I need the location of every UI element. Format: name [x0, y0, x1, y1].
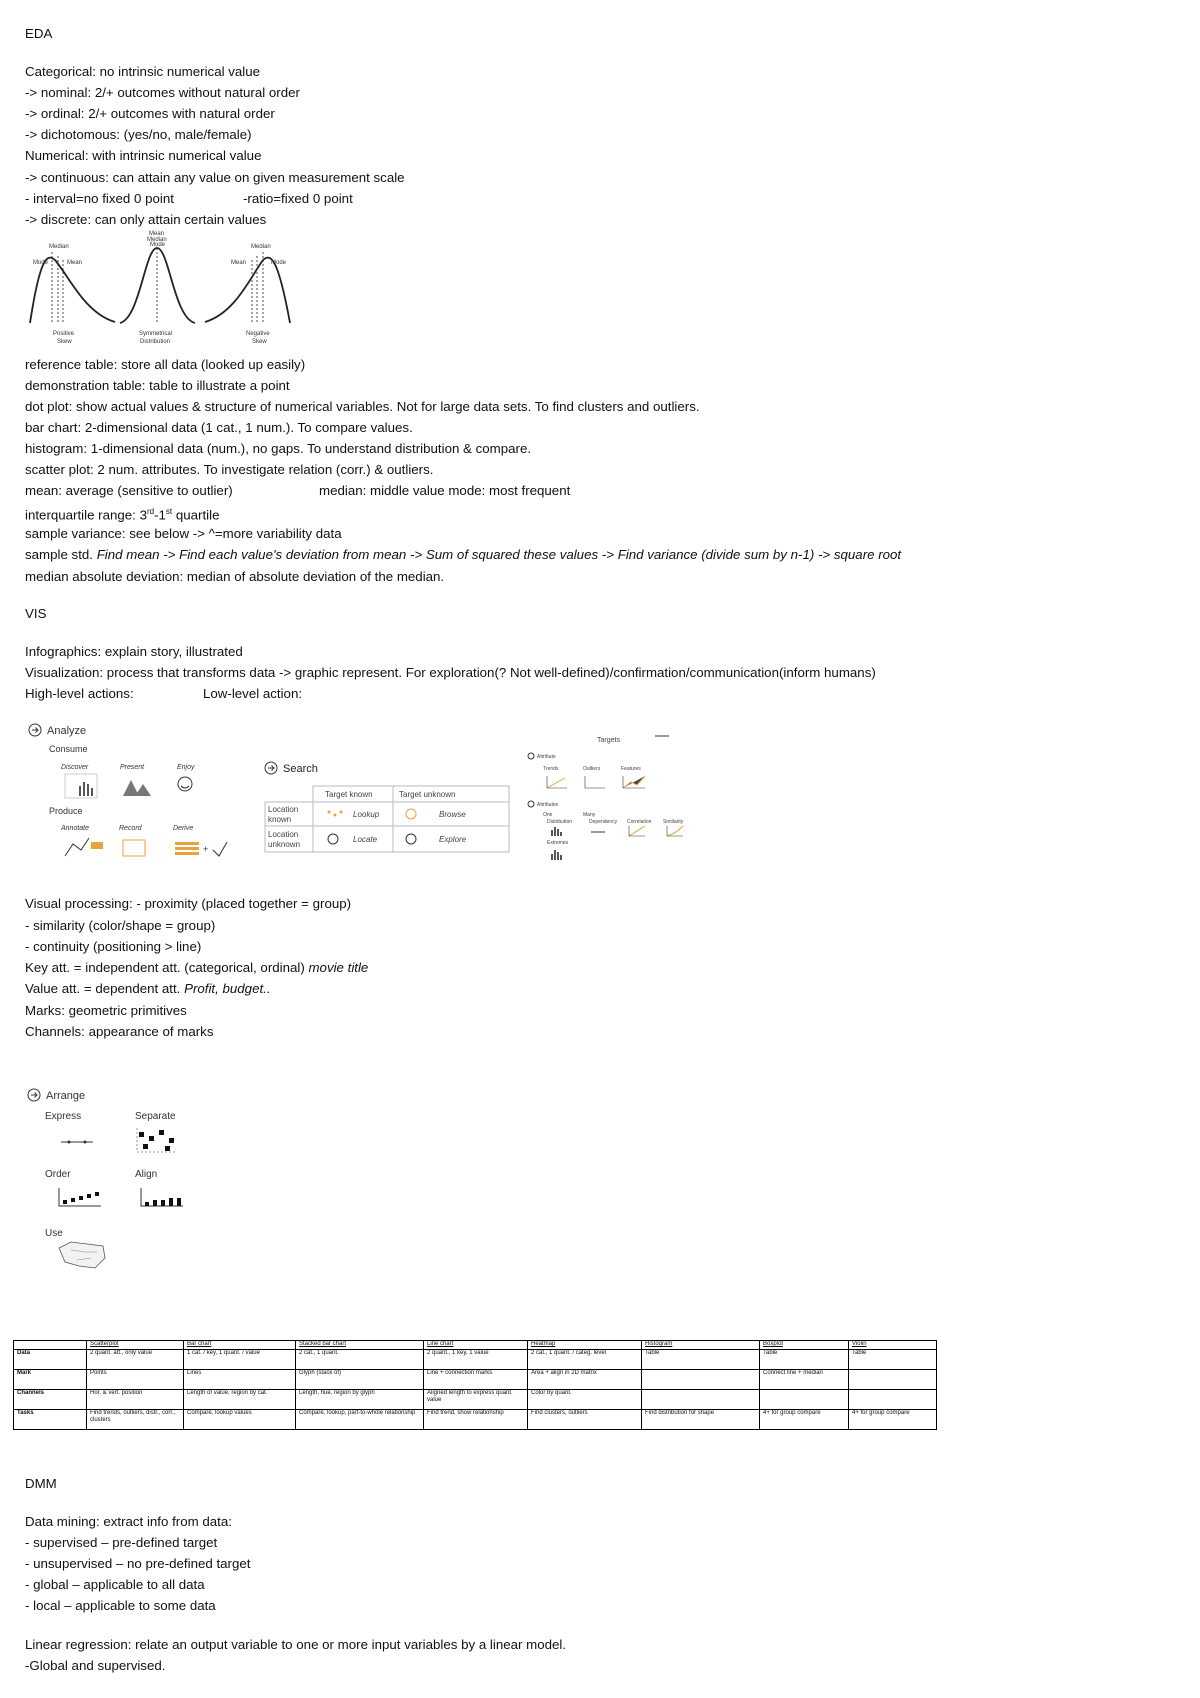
- table-row-header: Mark: [14, 1370, 87, 1390]
- table-header-cell: [14, 1341, 87, 1350]
- skew-label: Skew: [57, 339, 72, 345]
- text-line: Channels: appearance of marks: [25, 1024, 214, 1039]
- text-line: reference table: store all data (looked up easily): [25, 357, 306, 372]
- targets-trends: Trends: [543, 766, 559, 772]
- skew-label: Skew: [252, 339, 267, 345]
- table-cell: 2 cat., 1 quant.: [296, 1350, 424, 1370]
- skew-label: Median: [147, 237, 167, 243]
- analyze-consume: Consume: [49, 744, 88, 754]
- table-cell: Compare, lookup, part-to-whole relationship: [296, 1410, 424, 1430]
- targets-correlation: Correlation: [627, 819, 652, 825]
- text-line: Data mining: extract info from data:: [25, 1514, 232, 1529]
- table-header-cell: Scatterplot: [87, 1341, 184, 1350]
- skew-label: Mode: [271, 260, 287, 266]
- text-line: Value att. = dependent att. Profit, budget..: [25, 981, 271, 996]
- skew-label: Negative: [246, 331, 270, 337]
- table-row: [14, 1350, 937, 1370]
- arrange-figure: [25, 1086, 207, 1278]
- table-cell: Aligned length to express quant. value: [424, 1390, 528, 1410]
- table-cell: Table: [760, 1350, 849, 1370]
- table-row-header: Tasks: [14, 1410, 87, 1430]
- text-line: demonstration table: table to illustrate a point: [25, 378, 290, 393]
- vis-chart-summary-table: [13, 1340, 937, 1430]
- text-line: - similarity (color/shape = group): [25, 918, 216, 933]
- text-line: Visual processing: - proximity (placed together = group): [25, 896, 352, 911]
- targets-many: Many: [583, 812, 596, 818]
- arrange-separate: Separate: [135, 1111, 176, 1122]
- table-cell: 2 cat., 1 quant. / categ. level: [528, 1350, 642, 1370]
- text-line: -> nominal: 2/+ outcomes without natural order: [25, 85, 300, 100]
- skew-label: Symmetrical: [139, 331, 173, 337]
- skew-label: Distribution: [140, 339, 171, 345]
- table-cell: Find trend, show relationship: [424, 1410, 528, 1430]
- targets-one: One: [543, 812, 553, 818]
- search-explore: Explore: [439, 835, 467, 844]
- targets-distribution: Distribution: [547, 819, 573, 825]
- text-line: -> continuous: can attain any value on given measurement scale: [25, 170, 405, 185]
- table-cell: Glyph (stack of): [296, 1370, 424, 1390]
- table-cell: [642, 1390, 760, 1410]
- targets-attribute: Attribute: [537, 754, 556, 760]
- search-location-known: known: [268, 815, 292, 824]
- analyze-present: Present: [120, 764, 145, 771]
- table-cell: Points: [87, 1370, 184, 1390]
- search-browse: Browse: [439, 810, 466, 819]
- search-location-unknown: Location: [268, 830, 299, 839]
- text-line: Infographics: explain story, illustrated: [25, 644, 243, 659]
- derive-plus: +: [203, 844, 209, 854]
- table-header-cell: Bar chart: [184, 1341, 296, 1350]
- text-line: Numerical: with intrinsic numerical value: [25, 148, 262, 163]
- skew-label: Mode: [150, 242, 166, 248]
- table-cell: 4+ for group compare: [849, 1410, 937, 1430]
- table-row: [14, 1390, 937, 1410]
- targets-extremes: Extremes: [547, 840, 569, 846]
- table-row-header: Data: [14, 1350, 87, 1370]
- table-row: [14, 1410, 937, 1430]
- text-line: scatter plot: 2 num. attributes. To investigate relation (corr.) & outliers.: [25, 462, 434, 477]
- text-line: -> dichotomous: (yes/no, male/female): [25, 127, 252, 142]
- table-header-cell: Stacked bar chart: [296, 1341, 424, 1350]
- skew-distribution-figure: [25, 231, 315, 350]
- skew-label: Mean: [231, 260, 247, 266]
- skew-label: Mode: [33, 260, 49, 266]
- skew-label: Mean: [67, 260, 83, 266]
- section-heading-dmm: DMM: [25, 1476, 57, 1491]
- table-cell: Find trends, outliers, distr., corr., clusters: [87, 1410, 184, 1430]
- text-line: -ratio=fixed 0 point: [243, 191, 353, 206]
- search-locate: Locate: [353, 835, 378, 844]
- analyze-record: Record: [119, 825, 142, 832]
- table-cell: Length, hue, region by glyph: [296, 1390, 424, 1410]
- search-title: Search: [283, 763, 318, 775]
- table-header-cell: Boxplot: [760, 1341, 849, 1350]
- table-header-cell: Histogram: [642, 1341, 760, 1350]
- arrange-express: Express: [45, 1111, 82, 1122]
- analyze-enjoy: Enjoy: [177, 764, 195, 771]
- table-cell: Color by quant.: [528, 1390, 642, 1410]
- text-line: Visualization: process that transforms data -> graphic represent. For exploration(? Not well-defined)/confirmation/communication(inform humans): [25, 665, 876, 680]
- table-row: [14, 1370, 937, 1390]
- table-cell: Table: [849, 1350, 937, 1370]
- analyze-title: Analyze: [47, 725, 87, 737]
- search-location-unknown: unknown: [268, 840, 301, 849]
- targets-outliers: Outliers: [583, 766, 601, 772]
- text-line: - continuity (positioning > line): [25, 939, 202, 954]
- table-cell: Table: [642, 1350, 760, 1370]
- arrange-use: Use: [45, 1228, 63, 1239]
- table-cell: Connect line + median: [760, 1370, 849, 1390]
- targets-similarity: Similarity: [663, 819, 684, 825]
- text-line: -Global and supervised.: [25, 1658, 166, 1673]
- text-line: Linear regression: relate an output variable to one or more input variables by a linear model.: [25, 1637, 567, 1652]
- targets-figure: [527, 730, 689, 868]
- table-cell: [642, 1370, 760, 1390]
- text-line: Categorical: no intrinsic numerical value: [25, 64, 261, 79]
- text-line: histogram: 1-dimensional data (num.), no gaps. To understand distribution & compare.: [25, 441, 532, 456]
- table-cell: [849, 1370, 937, 1390]
- table-cell: 2 quant. att., only value: [87, 1350, 184, 1370]
- targets-dependency: Dependency: [589, 819, 618, 825]
- text-line: sample std. Find mean -> Find each value's deviation from mean -> Sum of squared these values -> Find variance (divide sum by n-1) -> square root: [25, 547, 902, 562]
- search-target-unknown: Target unknown: [399, 790, 456, 799]
- table-cell: Lines: [184, 1370, 296, 1390]
- table-cell: [849, 1390, 937, 1410]
- table-header-cell: Violin: [849, 1341, 937, 1350]
- targets-features: Features: [621, 766, 641, 772]
- section-heading-eda: EDA: [25, 26, 53, 41]
- analyze-produce: Produce: [49, 806, 83, 816]
- table-row-header: Channels: [14, 1390, 87, 1410]
- analyze-annotate: Annotate: [61, 825, 90, 832]
- arrange-title: Arrange: [46, 1090, 86, 1102]
- text-line: Key att. = independent att. (categorical, ordinal) movie title: [25, 960, 369, 975]
- targets-title: Targets: [597, 737, 620, 744]
- text-line: -> discrete: can only attain certain values: [25, 212, 267, 227]
- text-line: Low-level action:: [203, 686, 303, 701]
- text-line: - unsupervised – no pre-defined target: [25, 1556, 251, 1571]
- arrange-order: Order: [45, 1169, 71, 1180]
- table-cell: Line + connection marks: [424, 1370, 528, 1390]
- table-header-cell: Line chart: [424, 1341, 528, 1350]
- text-line: median: middle value mode: most frequent: [319, 483, 571, 498]
- table-header-cell: Heatmap: [528, 1341, 642, 1350]
- analyze-figure: [27, 722, 249, 864]
- skew-label: Median: [49, 244, 69, 250]
- text-line: dot plot: show actual values & structure of numerical variables. Not for large data sets. To find clusters and outliers.: [25, 399, 700, 414]
- table-cell: 4+ for group compare: [760, 1410, 849, 1430]
- skew-label: Median: [251, 244, 271, 250]
- table-header-row: [14, 1341, 937, 1350]
- table-cell: Hor. & vert. position: [87, 1390, 184, 1410]
- text-line: median absolute deviation: median of absolute deviation of the median.: [25, 569, 445, 584]
- search-lookup: Lookup: [353, 810, 380, 819]
- text-line: - global – applicable to all data: [25, 1577, 205, 1592]
- text-line: - local – applicable to some data: [25, 1598, 216, 1613]
- search-target-known: Target known: [325, 790, 373, 799]
- table-cell: 2 quant., 1 key, 1 value: [424, 1350, 528, 1370]
- table-cell: Length of value, region by cat.: [184, 1390, 296, 1410]
- table-cell: Find clusters, outliers: [528, 1410, 642, 1430]
- text-line: bar chart: 2-dimensional data (1 cat., 1 num.). To compare values.: [25, 420, 413, 435]
- text-line: interquartile range: 3rd-1st quartile: [25, 507, 220, 523]
- skew-label: Positive: [53, 331, 75, 337]
- section-heading-vis: VIS: [25, 606, 47, 621]
- table-cell: Area + align in 2D matrix: [528, 1370, 642, 1390]
- analyze-derive: Derive: [173, 825, 194, 832]
- arrange-align: Align: [135, 1169, 158, 1180]
- analyze-discover: Discover: [61, 764, 89, 771]
- table-cell: [760, 1390, 849, 1410]
- table-cell: 1 cat. / key, 1 quant. / value: [184, 1350, 296, 1370]
- text-line: mean: average (sensitive to outlier): [25, 483, 233, 498]
- search-location-known: Location: [268, 805, 299, 814]
- table-cell: Find distribution for shape: [642, 1410, 760, 1430]
- text-line: - interval=no fixed 0 point: [25, 191, 174, 206]
- search-figure: [263, 760, 515, 860]
- text-line: sample variance: see below -> ^=more variability data: [25, 526, 342, 541]
- table-cell: Compare, lookup values: [184, 1410, 296, 1430]
- text-line: High-level actions:: [25, 686, 134, 701]
- text-line: - supervised – pre-defined target: [25, 1535, 218, 1550]
- targets-attributes: Attributes: [537, 802, 559, 808]
- text-line: -> ordinal: 2/+ outcomes with natural order: [25, 106, 275, 121]
- skew-label: Mean: [149, 231, 165, 237]
- text-line: Marks: geometric primitives: [25, 1003, 187, 1018]
